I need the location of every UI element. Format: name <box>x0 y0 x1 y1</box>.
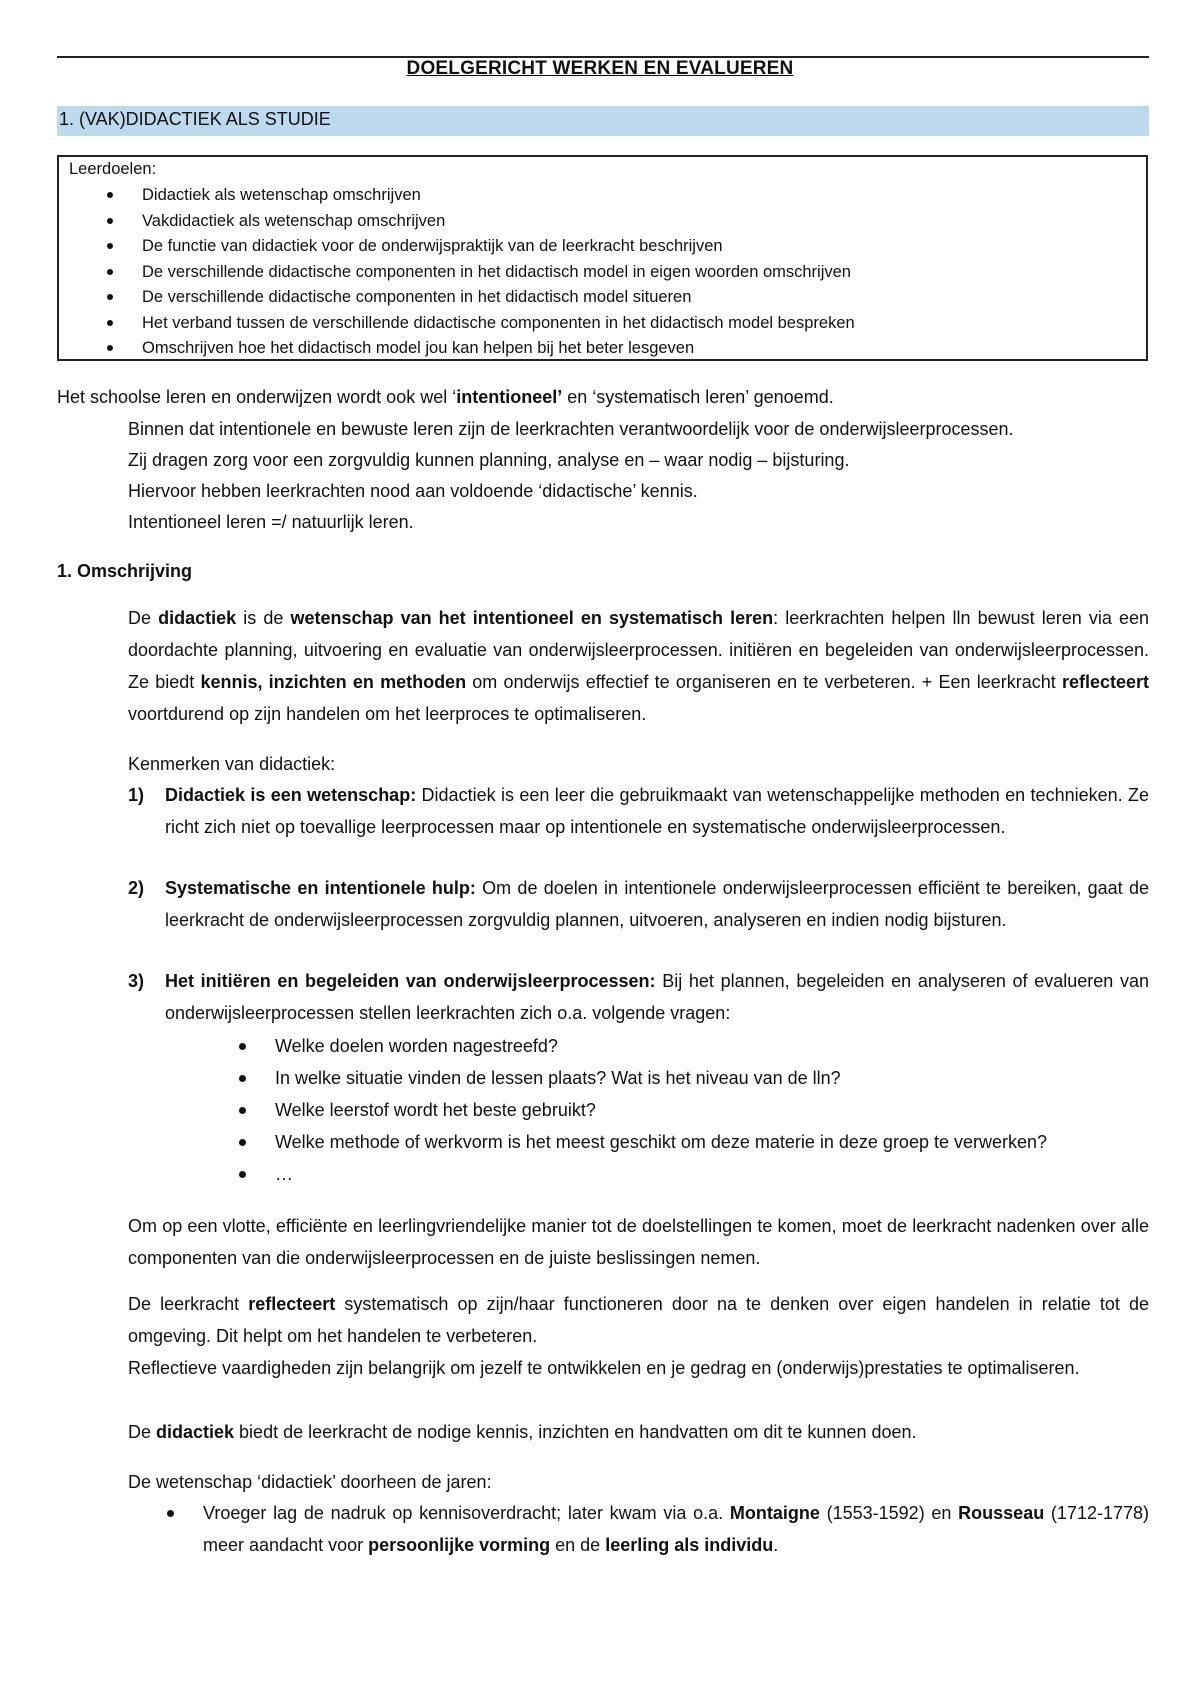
definition-paragraph <box>128 602 1149 730</box>
definition-bold: wetenschap van het intentioneel en systematisch leren <box>290 608 774 628</box>
characteristic-number: 1) <box>128 785 145 805</box>
history-bold: Montaigne <box>729 1503 820 1523</box>
bullet-dot <box>167 1510 174 1517</box>
question-bullet: Welke leerstof wordt het beste gebruikt? <box>275 1094 596 1126</box>
definition-text: De <box>128 608 159 628</box>
history-intro: De wetenschap ‘didactiek’ doorheen de jaren: <box>128 1472 492 1492</box>
reflection-bold: reflecteert <box>248 1294 336 1314</box>
definition-bold: didactiek <box>158 608 237 628</box>
offers-bold: didactiek <box>156 1422 235 1442</box>
skills-paragraph: Reflectieve vaardigheden zijn belangrijk om jezelf te ontwikkelen en je gedrag en (onderwijs)prestaties te optimaliseren. <box>128 1358 1080 1378</box>
history-text: (1553-1592) en <box>819 1503 959 1523</box>
history-text: en de <box>550 1535 606 1555</box>
definition-text: is de <box>236 608 291 628</box>
characteristic-title: Het initiëren en begeleiden van onderwijsleerprocessen: <box>165 971 656 991</box>
characteristic-item <box>165 779 1149 843</box>
definition-text: voortdurend op zijn handelen om het leerproces te optimaliseren. <box>128 704 647 724</box>
subsection-heading: 1. Omschrijving <box>57 561 193 581</box>
characteristic-text: Bij het plannen, begeleiden en analyseren of evalueren van onderwijsleerprocessen stellen leerkrachten zich o.a. volgende vragen: <box>165 971 1149 1023</box>
intro-line <box>57 381 834 413</box>
offers-text: De <box>128 1422 157 1442</box>
history-text: Vroeger lag de nadruk op kennisoverdracht; later kwam via o.a. <box>203 1503 730 1523</box>
intro-text: Het schoolse leren en onderwijzen wordt ook wel ‘ <box>57 387 457 407</box>
characteristic-title: Systematische en intentionele hulp: <box>165 878 476 898</box>
learning-goal-item: Het verband tussen de verschillende didactische componenten in het didactisch model bespreken <box>59 311 855 337</box>
reflection-text: systematisch op zijn/haar functioneren door na te denken over eigen handelen in relatie tot de omgeving. Dit helpt om het handelen te verbeteren. <box>128 1294 1150 1346</box>
characteristic-item <box>165 965 1149 1029</box>
learning-goal-item: Didactiek als wetenschap omschrijven <box>59 183 855 209</box>
history-bold: leerling als individu <box>605 1535 774 1555</box>
history-bullet <box>203 1497 1149 1561</box>
characteristic-item <box>165 872 1149 936</box>
intro-bold: intentioneel’ <box>456 387 563 407</box>
section-heading: 1. (VAK)DIDACTIEK ALS STUDIE <box>57 106 1149 136</box>
reflection-paragraph <box>128 1288 1149 1352</box>
offers-text: biedt de leerkracht de nodige kennis, inzichten en handvatten om dit te kunnen doen. <box>234 1422 917 1442</box>
document-title: DOELGERICHT WERKEN EN EVALUEREN <box>406 58 794 79</box>
learning-goals-box <box>57 155 1148 361</box>
definition-text: om onderwijs effectief te organiseren en te verbeteren. + Een leerkracht <box>466 672 1062 692</box>
intro-text: en ‘systematisch leren’ genoemd. <box>562 387 834 407</box>
learning-goal-item: De functie van didactiek voor de onderwijspraktijk van de leerkracht beschrijven <box>59 234 855 260</box>
intro-line: Zij dragen zorg voor een zorgvuldig kunnen planning, analyse en – waar nodig – bijsturing. <box>128 450 850 470</box>
definition-text: : leerkrachten helpen lln bewust leren via een doordachte planning, uitvoering en evaluatie van onderwijsleerprocessen. initiëren en begeleiden van onderwijsleerprocessen. Ze biedt <box>128 608 1149 692</box>
learning-goal-item: De verschillende didactische componenten in het didactisch model situeren <box>59 285 855 311</box>
learning-goals-list <box>59 183 855 362</box>
didactics-offers-line <box>128 1416 917 1448</box>
history-bold: persoonlijke vorming <box>368 1535 551 1555</box>
intro-line: Intentioneel leren =/ natuurlijk leren. <box>128 512 414 532</box>
intro-line: Binnen dat intentionele en bewuste leren zijn de leerkrachten verantwoordelijk voor de onderwijsleerprocessen. <box>128 419 1014 439</box>
characteristic-title: Didactiek is een wetenschap: <box>165 785 417 805</box>
reflection-text: De leerkracht <box>128 1294 249 1314</box>
question-bullet: Welke doelen worden nagestreefd? <box>275 1030 558 1062</box>
question-bullet: Welke methode of werkvorm is het meest geschikt om deze materie in deze groep te verwerken? <box>275 1126 1047 1158</box>
learning-goal-item: De verschillende didactische componenten in het didactisch model in eigen woorden omschrijven <box>59 260 855 286</box>
characteristic-number: 3) <box>128 971 145 991</box>
learning-goal-item: Vakdidactiek als wetenschap omschrijven <box>59 209 855 235</box>
definition-bold: kennis, inzichten en methoden <box>200 672 467 692</box>
history-bold: Rousseau <box>958 1503 1045 1523</box>
characteristic-text: Om de doelen in intentionele onderwijsleerprocessen efficiënt te bereiken, gaat de leerkracht de onderwijsleerprocessen zorgvuldig plannen, uitvoeren, analyseren en indien nodig bijsturen. <box>165 878 1149 930</box>
history-text: . <box>773 1535 779 1555</box>
intro-line: Hiervoor hebben leerkrachten nood aan voldoende ‘didactische’ kennis. <box>128 481 698 501</box>
definition-bold: reflecteert <box>1061 672 1149 692</box>
characteristics-intro: Kenmerken van didactiek: <box>128 754 336 774</box>
characteristic-text: Didactiek is een leer die gebruikmaakt van wetenschappelijke methoden en technieken. Ze richt zich niet op toevallige leerprocessen maar op intentionele en systematische onderwijsleerprocessen. <box>165 785 1149 837</box>
question-bullet: … <box>275 1158 293 1190</box>
characteristic-number: 2) <box>128 878 145 898</box>
learning-goal-item: Omschrijven hoe het didactisch model jou kan helpen bij het beter lesgeven <box>59 336 855 362</box>
efficiency-paragraph: Om op een vlotte, efficiënte en leerlingvriendelijke manier tot de doelstellingen te komen, moet de leerkracht nadenken over alle componenten van die onderwijsleerprocessen en de juiste beslissingen nemen. <box>128 1216 1149 1268</box>
history-text: (1712-1778) meer aandacht voor <box>203 1503 1150 1555</box>
question-bullet: In welke situatie vinden de lessen plaats? Wat is het niveau van de lln? <box>275 1062 841 1094</box>
learning-goals-title: Leerdoelen: <box>69 160 157 178</box>
